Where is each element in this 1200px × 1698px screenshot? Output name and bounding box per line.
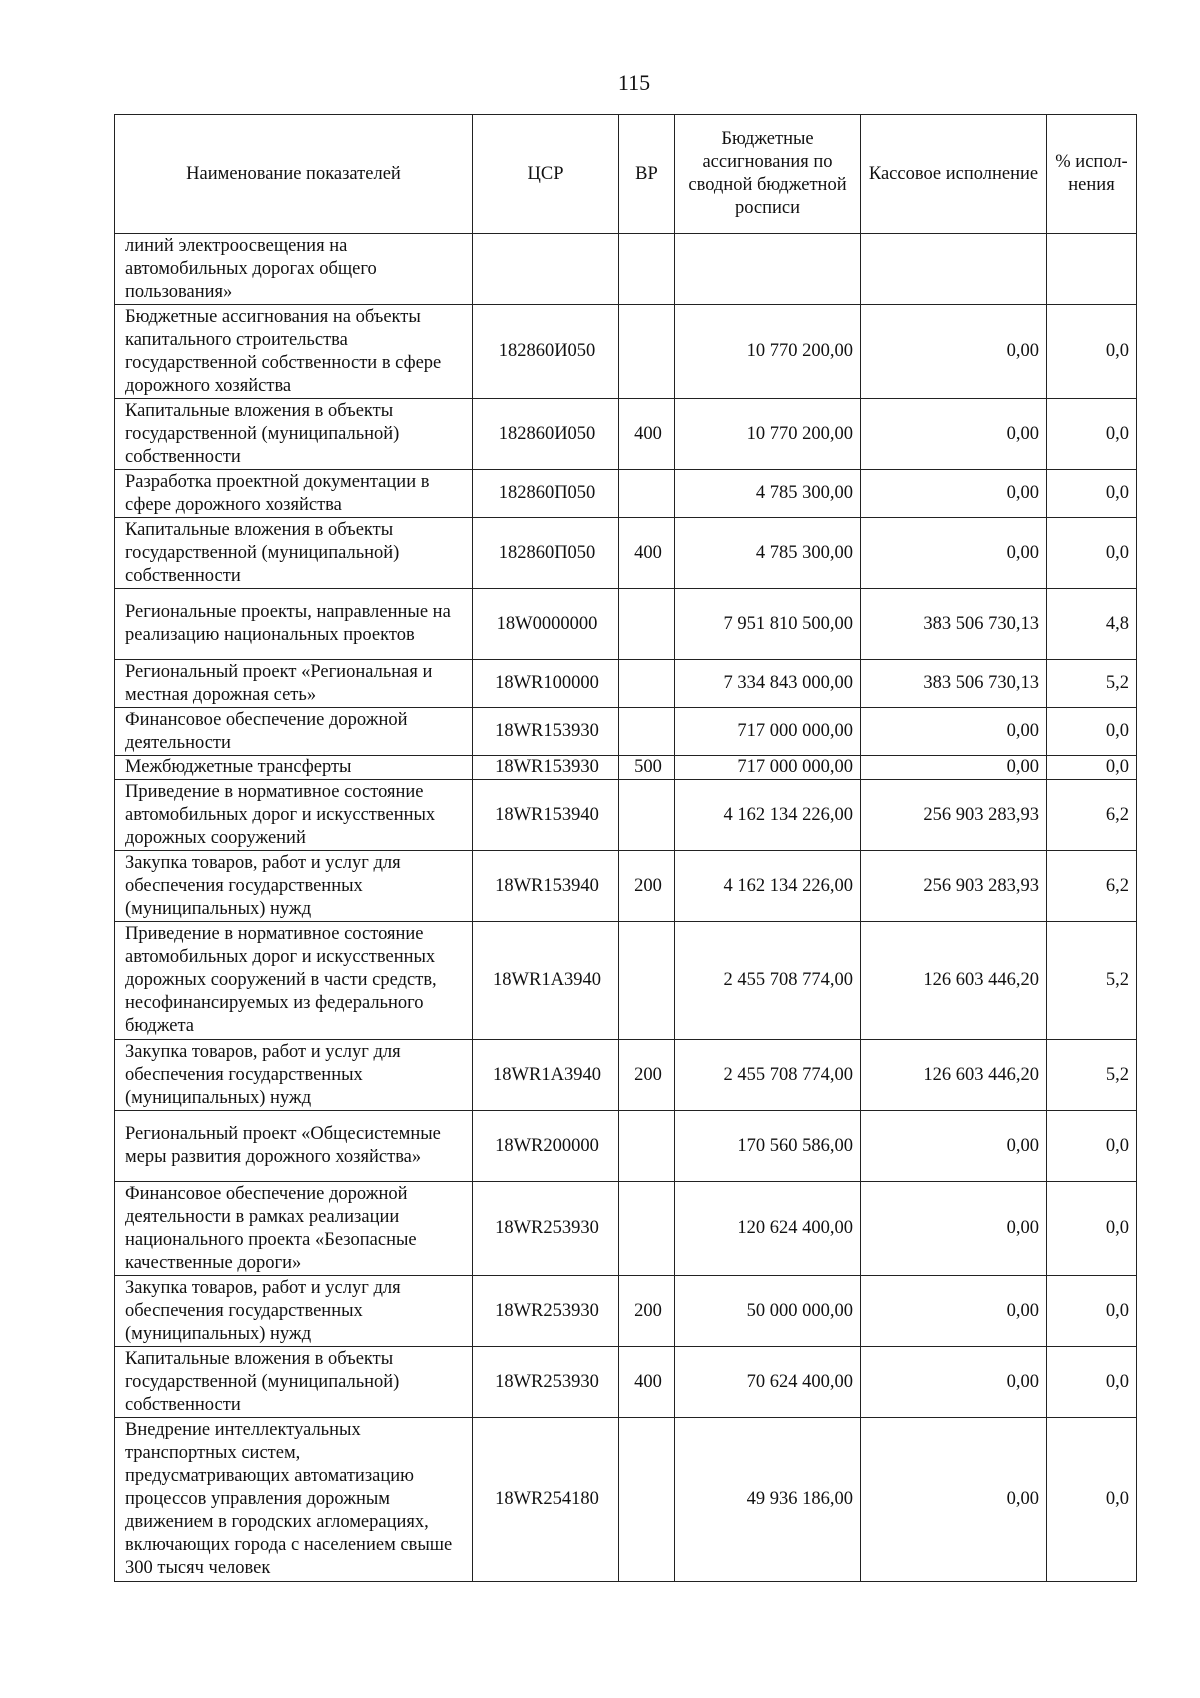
cell-budget: 49 936 186,00 [675,1418,861,1582]
cell-percent: 0,0 [1047,1182,1137,1276]
cell-percent: 0,0 [1047,518,1137,589]
cell-executed: 0,00 [861,470,1047,518]
cell-percent: 0,0 [1047,708,1137,756]
cell-name: Региональные проекты, направленные на реализацию национальных проектов [115,589,473,660]
cell-vr [619,470,675,518]
cell-name: Региональный проект «Общесистемные меры развития дорожного хозяйства» [115,1111,473,1182]
cell-name: Капитальные вложения в объекты государственной (муниципальной) собственности [115,399,473,470]
header-vr: ВР [619,115,675,234]
header-executed: Кассовое исполнение [861,115,1047,234]
cell-budget: 10 770 200,00 [675,305,861,399]
cell-executed: 256 903 283,93 [861,851,1047,922]
cell-csr: 18WR100000 [473,660,619,708]
header-budget: Бюджетные ассигнования по сводной бюджетной росписи [675,115,861,234]
table-row [115,470,1137,518]
cell-percent: 5,2 [1047,922,1137,1040]
table-header-row [115,115,1137,234]
cell-vr: 200 [619,1040,675,1111]
cell-name: Капитальные вложения в объекты государственной (муниципальной) собственности [115,1347,473,1418]
cell-name: Бюджетные ассигнования на объекты капитального строительства государственной собственности в сфере дорожного хозяйства [115,305,473,399]
cell-vr [619,922,675,1040]
cell-csr: 18WR253930 [473,1276,619,1347]
cell-percent: 4,8 [1047,589,1137,660]
cell-percent: 6,2 [1047,851,1137,922]
cell-vr [619,234,675,305]
header-percent: % испол-нения [1047,115,1137,234]
table-row [115,305,1137,399]
table-row [115,1182,1137,1276]
cell-budget: 4 162 134 226,00 [675,851,861,922]
cell-csr [473,234,619,305]
cell-budget: 10 770 200,00 [675,399,861,470]
cell-percent: 5,2 [1047,1040,1137,1111]
cell-budget: 7 951 810 500,00 [675,589,861,660]
cell-name: Приведение в нормативное состояние автомобильных дорог и искусственных дорожных сооружений в части средств, несофинансируемых из федерального бюджета [115,922,473,1040]
table-row [115,780,1137,851]
cell-percent: 0,0 [1047,305,1137,399]
cell-csr: 182860И050 [473,399,619,470]
cell-executed: 0,00 [861,1182,1047,1276]
cell-name: Региональный проект «Региональная и местная дорожная сеть» [115,660,473,708]
cell-vr [619,305,675,399]
cell-executed: 0,00 [861,518,1047,589]
cell-executed: 0,00 [861,305,1047,399]
cell-csr: 18WR253930 [473,1347,619,1418]
cell-vr: 200 [619,1276,675,1347]
cell-budget: 70 624 400,00 [675,1347,861,1418]
page-number: 115 [617,70,651,95]
budget-execution-table [114,114,1137,1582]
table-row [115,518,1137,589]
cell-budget: 170 560 586,00 [675,1111,861,1182]
cell-percent: 5,2 [1047,660,1137,708]
table-row [115,1347,1137,1418]
cell-executed: 383 506 730,13 [861,589,1047,660]
cell-executed: 256 903 283,93 [861,780,1047,851]
cell-name: Приведение в нормативное состояние автомобильных дорог и искусственных дорожных сооружений [115,780,473,851]
table-row [115,708,1137,756]
cell-vr: 500 [619,756,675,780]
cell-budget: 717 000 000,00 [675,756,861,780]
table-row [115,234,1137,305]
table-row [115,1040,1137,1111]
cell-executed: 126 603 446,20 [861,1040,1047,1111]
cell-vr: 200 [619,851,675,922]
cell-budget: 717 000 000,00 [675,708,861,756]
cell-csr: 18WR200000 [473,1111,619,1182]
cell-percent: 0,0 [1047,470,1137,518]
cell-budget: 4 162 134 226,00 [675,780,861,851]
cell-csr: 18WR153940 [473,780,619,851]
cell-executed: 126 603 446,20 [861,922,1047,1040]
cell-name: Капитальные вложения в объекты государственной (муниципальной) собственности [115,518,473,589]
cell-percent: 0,0 [1047,1347,1137,1418]
cell-csr: 18WR153940 [473,851,619,922]
cell-name: Межбюджетные трансферты [115,756,473,780]
cell-budget: 2 455 708 774,00 [675,1040,861,1111]
cell-executed: 0,00 [861,756,1047,780]
cell-name: Закупка товаров, работ и услуг для обеспечения государственных (муниципальных) нужд [115,1276,473,1347]
cell-csr: 18WR153930 [473,756,619,780]
cell-percent: 0,0 [1047,1418,1137,1582]
cell-name: Разработка проектной документации в сфере дорожного хозяйства [115,470,473,518]
cell-executed [861,234,1047,305]
cell-vr [619,1111,675,1182]
cell-executed: 0,00 [861,1111,1047,1182]
table-row [115,399,1137,470]
cell-executed: 0,00 [861,1418,1047,1582]
table-row [115,851,1137,922]
cell-csr: 182860П050 [473,470,619,518]
cell-csr: 182860И050 [473,305,619,399]
cell-vr [619,1182,675,1276]
cell-budget: 2 455 708 774,00 [675,922,861,1040]
header-name: Наименование показателей [115,115,473,234]
cell-csr: 18WR254180 [473,1418,619,1582]
table-row [115,660,1137,708]
cell-budget [675,234,861,305]
cell-csr: 182860П050 [473,518,619,589]
cell-name: Закупка товаров, работ и услуг для обеспечения государственных (муниципальных) нужд [115,851,473,922]
cell-name: Закупка товаров, работ и услуг для обеспечения государственных (муниципальных) нужд [115,1040,473,1111]
cell-executed: 0,00 [861,708,1047,756]
cell-vr [619,660,675,708]
cell-csr: 18WR1A3940 [473,1040,619,1111]
cell-percent: 0,0 [1047,756,1137,780]
cell-vr [619,1418,675,1582]
table-row [115,1111,1137,1182]
cell-name: Внедрение интеллектуальных транспортных систем, предусматривающих автоматизацию процессов управления дорожным движением в городских агломерациях, включающих города с населением свыше 300 тысяч человек [115,1418,473,1582]
cell-executed: 0,00 [861,1347,1047,1418]
cell-name: Финансовое обеспечение дорожной деятельности в рамках реализации национального проекта «Безопасные качественные дороги» [115,1182,473,1276]
cell-percent: 0,0 [1047,1111,1137,1182]
cell-csr: 18WR1A3940 [473,922,619,1040]
table-row [115,756,1137,780]
cell-percent: 6,2 [1047,780,1137,851]
cell-vr [619,589,675,660]
cell-vr: 400 [619,1347,675,1418]
table-row [115,922,1137,1040]
cell-name: линий электроосвещения на автомобильных дорогах общего пользования» [115,234,473,305]
cell-vr [619,780,675,851]
cell-csr: 18WR253930 [473,1182,619,1276]
header-csr: ЦСР [473,115,619,234]
cell-executed: 0,00 [861,1276,1047,1347]
cell-budget: 7 334 843 000,00 [675,660,861,708]
cell-vr: 400 [619,399,675,470]
cell-executed: 0,00 [861,399,1047,470]
cell-budget: 50 000 000,00 [675,1276,861,1347]
cell-vr [619,708,675,756]
cell-budget: 4 785 300,00 [675,470,861,518]
table-row [115,589,1137,660]
cell-executed: 383 506 730,13 [861,660,1047,708]
cell-percent: 0,0 [1047,1276,1137,1347]
cell-percent [1047,234,1137,305]
cell-csr: 18W0000000 [473,589,619,660]
cell-percent: 0,0 [1047,399,1137,470]
cell-csr: 18WR153930 [473,708,619,756]
table-row [115,1276,1137,1347]
cell-budget: 4 785 300,00 [675,518,861,589]
cell-budget: 120 624 400,00 [675,1182,861,1276]
cell-vr: 400 [619,518,675,589]
cell-name: Финансовое обеспечение дорожной деятельности [115,708,473,756]
table-row [115,1418,1137,1582]
